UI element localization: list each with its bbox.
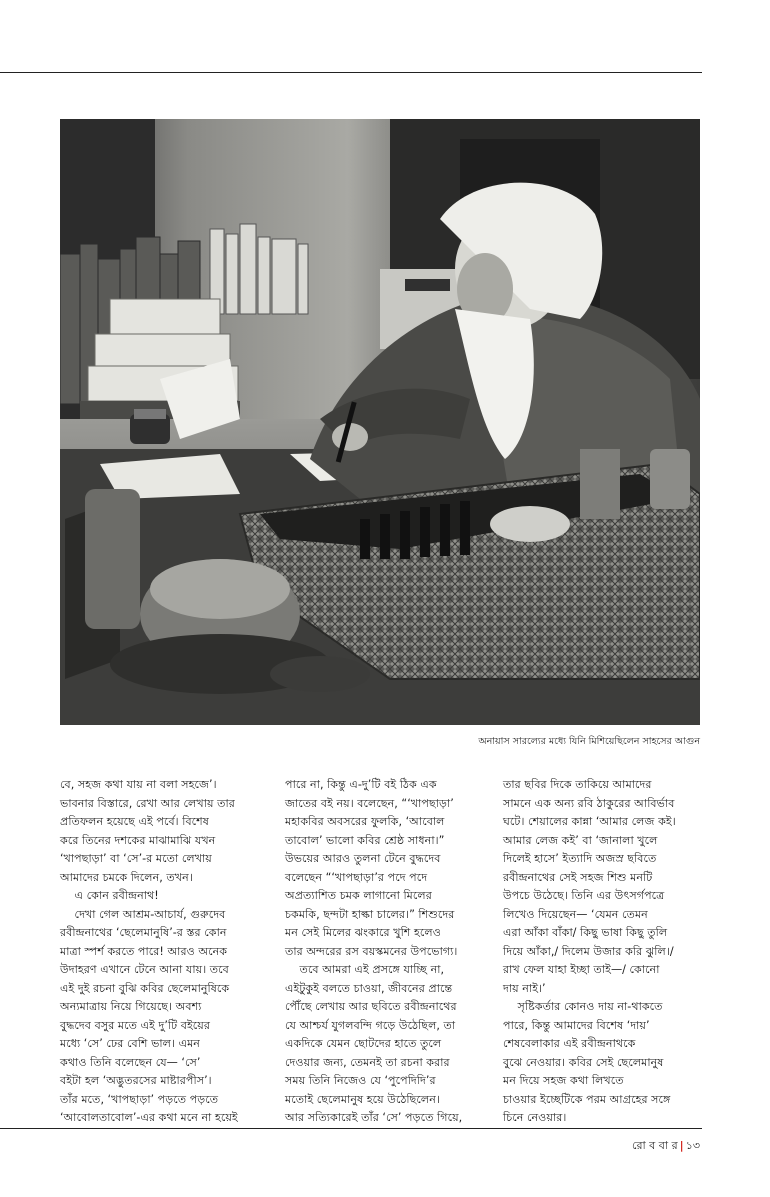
article-column-3 — [503, 776, 703, 1128]
photo-poet-writing-at-desk — [60, 119, 700, 725]
article-line: তাঁর মতে, ‘খাপছাড়া’ পড়তে পড়তে — [60, 1092, 219, 1106]
article-line: তার ছবির দিকে তাকিয়ে আমাদের — [503, 778, 652, 791]
article-line: মতোই ছেলেমানুষ হয়ে উঠেছিলেন। — [285, 1092, 440, 1106]
article-line: রবীন্দ্রনাথের সেই সহজ শিশু মনটি — [503, 870, 653, 884]
article-line: ‘আবোলতাবোল’-এর কথা মনে না হয়েই — [60, 1111, 238, 1124]
article-line: এ কোন রবীন্দ্রনাথ! — [74, 889, 159, 902]
article-line: জাতের বই নয়। বলেছেন, “‘খাপছাড়া’ — [285, 796, 454, 810]
article-line: শেষবেলাকার এই রবীন্দ্রনাথকে — [503, 1037, 636, 1050]
article-line: রাখ ফেল যাহা ইচ্ছা তাই—/ কোনো — [503, 963, 660, 976]
article-line: কথাও তিনি বলেছেন যে— ‘সে’ — [60, 1055, 201, 1069]
article-line: চিনে নেওয়ার। — [503, 1111, 567, 1124]
article-line: চাওয়ার ইচ্ছেটিকে পরম আগ্রহের সঙ্গে — [503, 1092, 671, 1106]
article-column-1 — [60, 776, 264, 1128]
article-line: ‘খাপছাড়া’ বা ‘সে’-র মতো লেখায় — [60, 852, 212, 865]
article-line: করে তিনের দশকের মাঝামাঝি যখন — [60, 833, 216, 847]
article-line: তবে আমরা এই প্রসঙ্গে যাচ্ছি না, — [299, 963, 445, 976]
article-line: সময় তিনি নিজেও যে ‘পুপেদিদি’র — [285, 1074, 436, 1087]
article-line: পারে না, কিন্তু এ-দু’টি বই ঠিক এক — [285, 778, 437, 791]
article-line: বে, সহজ কথা যায় না বলা সহজে’। — [60, 778, 217, 791]
article-line: একদিকে যেমন ছোটদের হাতে তুলে — [285, 1037, 442, 1050]
article-line: বুঝে নেওয়ার। কবির সেই ছেলেমানুষ — [503, 1055, 664, 1069]
article-line: অপ্রত্যাশিত চমক লাগানো মিলের — [285, 889, 432, 902]
article-line: দিলেই হাসে’ ইত্যাদি অজস্র ছবিতে — [503, 852, 657, 865]
article-line: এই দুই রচনা বুঝি কবির ছেলেমানুষিকে — [60, 981, 230, 995]
article-line: দিয়ে আঁকা,/ দিলেম উজার করি ঝুলি।/ — [503, 944, 674, 958]
article-line: উভয়ের আরও তুলনা টেনে বুদ্ধদেব — [285, 852, 441, 865]
article-line: তার অন্দরের রস বয়স্কমনের উপভোগ্য। — [285, 944, 458, 958]
page-number: ১৩ — [685, 1139, 700, 1152]
article-line: পৌঁছে লেখায় আর ছবিতে রবীন্দ্রনাথের — [285, 1000, 457, 1013]
magazine-name: রো ব বা র — [631, 1139, 678, 1152]
article-line: আর সত্যিকারেই তাঁর ‘সে’ পড়তে গিয়ে, — [285, 1111, 463, 1124]
article-line: উপচে উঠেছে। তিনি এর উৎসর্গপত্রে — [503, 889, 665, 902]
article-line: বুদ্ধদেব বসুর মতে এই দু’টি বইয়ের — [60, 1018, 211, 1032]
article-line: লিখেও দিয়েছেন— ‘যেমন তেমন — [503, 907, 648, 921]
photo-caption: অনায়াস সারল্যের মধ্যে যিনি মিশিয়েছিলেন সাহসের আগুন — [478, 736, 700, 747]
article-line: দায় নাই।’ — [503, 981, 546, 995]
page-footer — [632, 1137, 700, 1156]
article-line: সামনে এক অন্য রবি ঠাকুরের আবির্ভাব — [503, 796, 675, 810]
article-line: উদাহরণ এখানে টেনে আনা যায়। তবে — [60, 963, 229, 976]
article-line: চকমকি, ছন্দটা হাল্কা চালের।” শিশুদের — [285, 907, 455, 921]
article-line: এইটুকুই বলতে চাওয়া, জীবনের প্রান্তে — [285, 981, 453, 995]
article-line: বলেছেন “‘খাপছাড়া’র পদে পদে — [285, 870, 428, 884]
article-line: এরা আঁকা বাঁকা/ কিছু ভাষা কিছু তুলি — [503, 926, 668, 939]
article-line: অন্যমাত্রায় নিয়ে গিয়েছে। অবশ্য — [60, 1000, 202, 1013]
article-line: রবীন্দ্রনাথের ‘ছেলেমানুষি’-র স্তর কোন — [60, 926, 227, 939]
article-line: দেখা গেল আশ্রম-আচার্য, গুরুদেব — [74, 907, 226, 921]
article-line: দেওয়ার জন্য, তেমনই তা রচনা করার — [285, 1055, 450, 1069]
article-line: মধ্যে ‘সে’ ঢের বেশি ভাল। এমন — [60, 1037, 200, 1050]
article-line: ভাবনার বিস্তারে, রেখা আর লেখায় তার — [60, 796, 235, 810]
article-line: তাবোল’ ভালো কবির শ্রেষ্ঠ সাধনা।” — [285, 833, 445, 847]
article-line: ঘটে। শেয়ালের কান্না ‘আমার লেজ কই। — [503, 815, 676, 828]
article-line: মন দিয়ে সহজ কথা লিখতে — [503, 1074, 624, 1087]
article-line: মাত্রা স্পর্শ করতে পারে! আরও অনেক — [60, 944, 228, 958]
article-line: পারে, কিন্তু আমাদের বিশেষ ‘দায়’ — [503, 1018, 650, 1032]
photo-illustration — [60, 119, 700, 725]
article-line: বইটা হল ‘অদ্ভুতরসের মাষ্টারপীস’। — [60, 1074, 212, 1087]
article-line: মন সেই মিলের ঝংকারে খুশি হলেও — [285, 926, 441, 939]
article-line: মহাকবির অবসরের ফুলকি, ‘আবোল — [285, 815, 445, 828]
article-column-2 — [285, 776, 485, 1128]
article-line: সৃষ্টিকর্তার কোনও দায় না-থাকতে — [517, 1000, 663, 1013]
top-rule — [0, 72, 702, 73]
article-line: যে আশ্চর্য যুগলবন্দি গড়ে উঠেছিল, তা — [285, 1018, 456, 1032]
article-line: আমাদের চমকে দিলেন, তখন। — [60, 870, 193, 884]
footer-separator: | — [679, 1139, 684, 1152]
article-line: আমার লেজ কই’ বা ‘জানালা খুলে — [503, 833, 658, 847]
article-line: প্রতিফলন হয়েছে এই পর্বে। বিশেষ — [60, 815, 209, 828]
bottom-rule — [0, 1128, 702, 1129]
